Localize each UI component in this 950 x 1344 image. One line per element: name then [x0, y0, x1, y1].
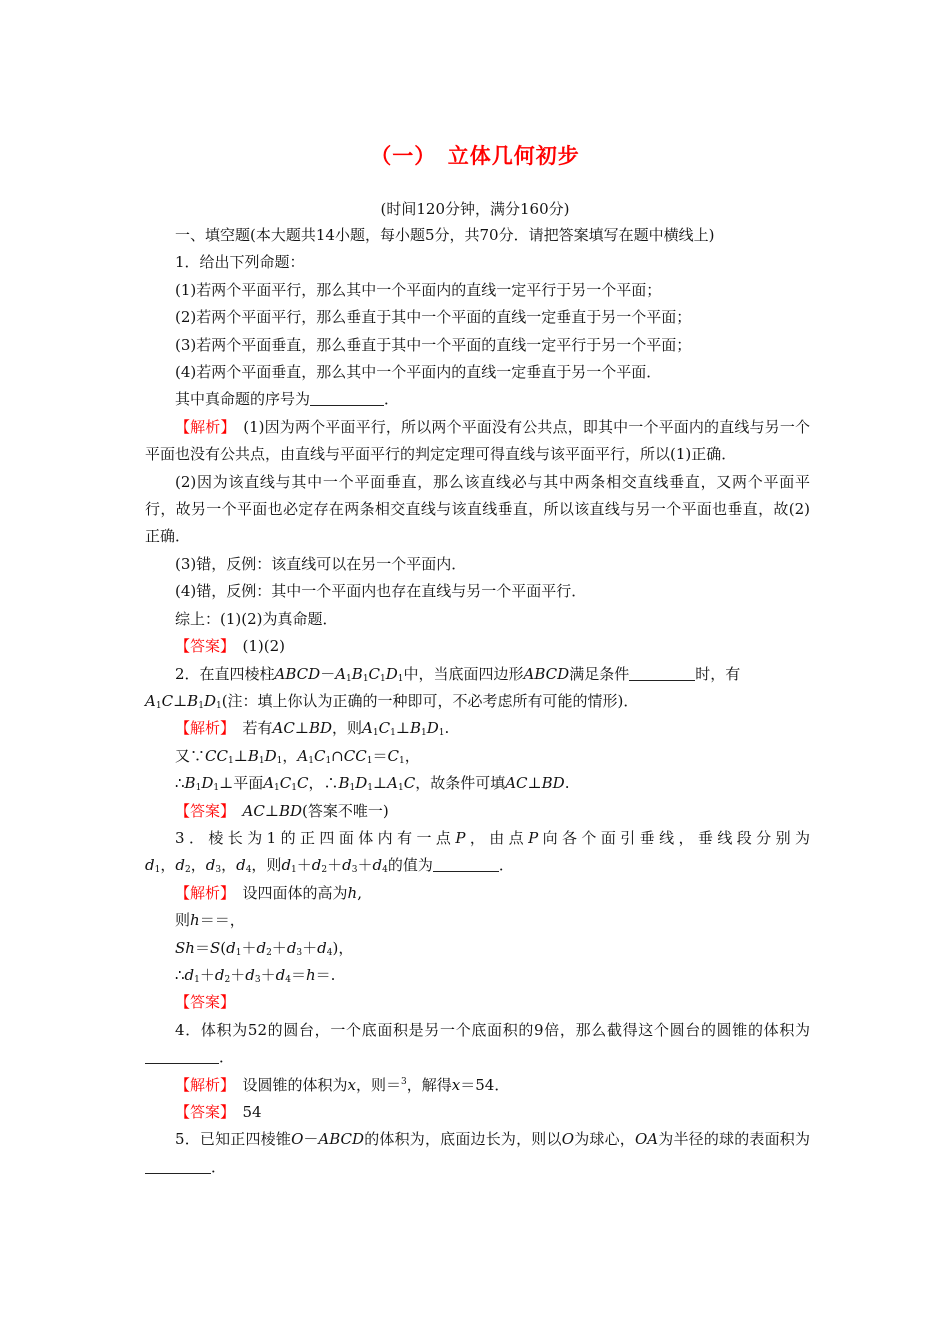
q4-analysis: 【解析】 设圆锥的体积为x，则＝$^3$，解得x＝54． [175, 1075, 510, 1094]
q3-answer [145, 989, 810, 1016]
q1-analysis-2: (2)因为该直线与其中一个平面垂直，那么该直线必与其中两条相交直线垂直，又两个平面平行，故另一个平面也必定存在两条相交直线与该直线垂直，所以该直线与另一个平面也垂直，故(2)正确． [145, 472, 810, 546]
q3-analysis-3: $Sh=S(d_1+d_2+d_3+d_4)$， [175, 938, 354, 958]
answer-tag: 【答案】 [175, 801, 228, 820]
q3-stem: 3．棱长为1的正四面体内有一点P，由点P向各个面引垂线，垂线段分别为 [175, 828, 810, 847]
analysis-tag: 【解析】 [175, 1075, 228, 1094]
q1-analysis-3: (3)错，反例：该直线可以在另一个平面内． [175, 554, 467, 573]
q4-answer: 【答案】 54 [175, 1103, 262, 1121]
answer-blank [145, 1048, 219, 1064]
q2-stem: 2．在直四棱柱$ABCD-A_1B_1C_1D_1$中，当底面四边形ABCD满足条件 时，有 $A_1C\perp B_1D_1$(注：填上你认为正确的一种即可，不必考虑所有可能的情形)． [145, 664, 741, 711]
q1-stem: 1．给出下列命题： [175, 253, 305, 272]
answer-blank [310, 390, 384, 406]
q3-analysis-2: 则h＝＝， [175, 911, 245, 930]
q1-ask: 其中真命题的序号为 ． [175, 390, 400, 409]
section-heading: 一、填空题(本大题共14小题，每小题5分，共70分．请把答案填写在题中横线上) [175, 226, 715, 244]
q3-analysis-1: 【解析】 设四面体的高为h, [175, 883, 362, 902]
q1-analysis-4: (4)错，反例：其中一个平面内也存在直线与另一个平面平行． [175, 582, 587, 601]
q3-stem-2: $d_1$，$d_2$，$d_3$，$d_4$，则$d_1+d_2+d_3+d_4$的值为 ． [145, 856, 514, 876]
answer-blank [145, 1158, 211, 1174]
answer-tag: 【答案】 [175, 637, 228, 656]
q1-prop-2: (2)若两个平面平行，那么垂直于其中一个平面的直线一定垂直于另一个平面； [175, 308, 692, 327]
exam-info: (时间120分钟，满分160分) [380, 200, 570, 218]
analysis-tag: 【解析】 [175, 719, 228, 738]
q1-analysis-1: 【解析】 (1)因为两个平面平行，所以两个平面没有公共点，即其中一个平面内的直线与另一个平面也没有公共点，由直线与平面平行的判定定理可得直线与该平面平行，所以(1)正确． [145, 417, 810, 464]
q1-prop-4: (4)若两个平面垂直，那么其中一个平面内的直线一定垂直于另一个平面． [175, 363, 662, 382]
q4-stem: 4．体积为52的圆台，一个底面积是另一个底面积的9倍，那么截得这个圆台的圆锥的体积为． [145, 1017, 810, 1072]
page-title: （一） 立体几何初步 [370, 144, 580, 168]
document-body [145, 222, 810, 1181]
q2-analysis-3: $\therefore B_1D_1\perp$平面$A_1C_1C$，$\therefore B_1D_1\perp A_1C$，故条件可填AC⊥BD. [175, 774, 570, 794]
answer-blank [433, 856, 499, 872]
answer-blank [629, 665, 695, 681]
analysis-tag: 【解析】 [175, 417, 229, 436]
analysis-tag: 【解析】 [175, 883, 228, 902]
q2-answer: 【答案】 AC⊥BD(答案不唯一) [175, 801, 389, 820]
q1-answer: 【答案】 (1)(2) [175, 637, 286, 656]
q1-prop-1: (1)若两个平面平行，那么其中一个平面内的直线一定平行于另一个平面； [175, 280, 662, 299]
q2-analysis-2: 又$\because CC_1\perp B_1D_1$，$A_1C_1\cap CC_1=C_1$， [175, 746, 420, 766]
q1-prop-3: (3)若两个平面垂直，那么垂直于其中一个平面的直线一定平行于另一个平面； [175, 335, 692, 354]
q2-analysis-1: 【解析】 若有AC⊥BD，则$A_1C_1\perp B_1D_1$. [175, 719, 450, 739]
q1-summary: 综上：(1)(2)为真命题． [175, 609, 338, 628]
answer-tag: 【答案】 [175, 993, 236, 1012]
answer-tag: 【答案】 [175, 1103, 228, 1121]
q3-analysis-4: $\therefore d_1+d_2+d_3+d_4=h=$. [175, 965, 336, 985]
q5-stem: 5．已知正四棱锥O－ABCD的体积为，底面边长为，则以O为球心，OA为半径的球的表面积为． [145, 1126, 810, 1181]
